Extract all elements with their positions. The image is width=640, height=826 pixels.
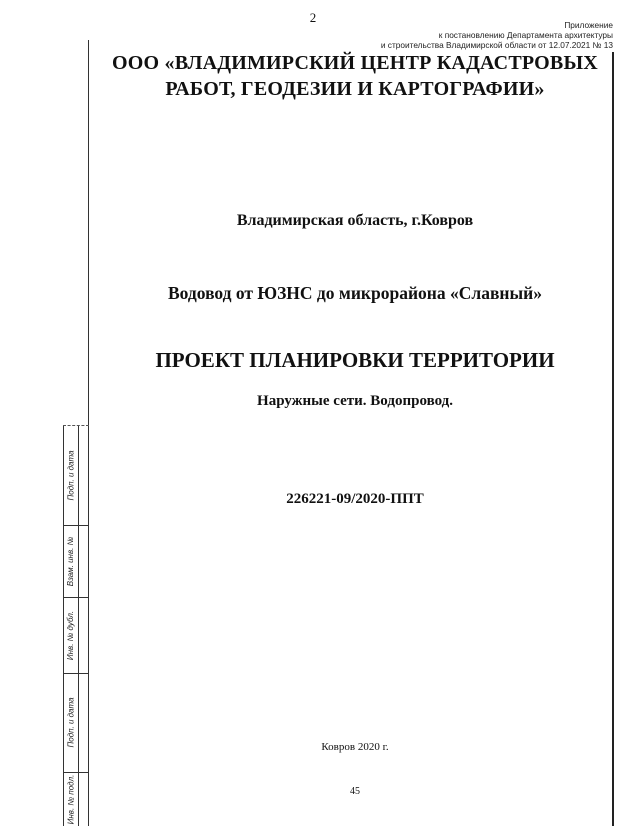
page-number-bottom: 45 [350,786,360,797]
document-title: ПРОЕКТ ПЛАНИРОВКИ ТЕРРИТОРИИ [155,348,555,372]
stamp-field-inv-duplicate: Инв. № дубл. [66,610,76,660]
stamp-field-replaced-inv: Взам. инв. № [66,536,76,586]
appendix-note [381,20,613,50]
right-border-line [612,52,614,826]
appendix-line-3: и строительства Владимирской области от 12.07.2021 № 13 [380,40,613,50]
appendix-line-2: к постановлению Департамента архитектуры [438,30,613,40]
side-stamp-row-line [63,772,89,773]
stamp-field-inv-original: Инв. № подл. [66,774,76,824]
company-name-line-2: РАБОТ, ГЕОДЕЗИИ И КАРТОГРАФИИ» [165,78,545,100]
side-stamp-row-line [63,673,89,674]
appendix-line-1: Приложение [564,20,613,30]
side-stamp-row-line [63,525,89,526]
city-year: Ковров 2020 г. [321,741,389,753]
object-name: Водовод от ЮЗНС до микрорайона «Славный» [167,283,542,303]
page-number-top: 2 [309,10,317,25]
document-code: 226221-09/2020-ППТ [286,491,424,507]
side-stamp-top-edge [63,425,89,427]
company-name-line-1: ООО «ВЛАДИМИРСКИЙ ЦЕНТР КАДАСТРОВЫХ [112,52,598,74]
side-stamp-row-line [63,597,89,598]
region: Владимирская область, г.Ковров [236,212,474,229]
stamp-field-sign-date-2: Подп. и дата [66,697,76,748]
side-stamp-divider [78,425,79,826]
stamp-field-sign-date-1: Подп. и дата [66,450,76,501]
document-subtitle: Наружные сети. Водопровод. [257,393,453,409]
company-name [100,50,610,102]
